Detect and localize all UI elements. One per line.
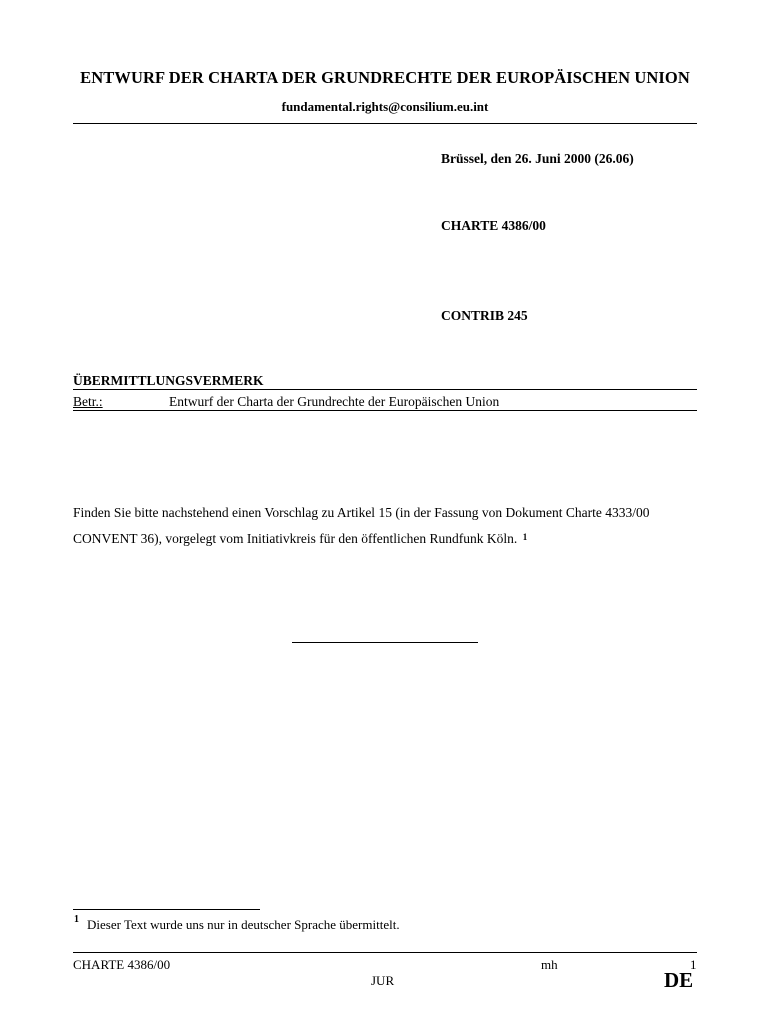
footer-department: JUR [371, 973, 395, 988]
contrib-reference: CONTRIB 245 [441, 308, 528, 323]
subject-divider [73, 410, 697, 411]
language-code: DE [664, 968, 694, 992]
footer-initials: mh [541, 957, 558, 972]
charte-reference: CHARTE 4386/00 [441, 218, 546, 233]
footnote-reference: 1 [522, 532, 528, 542]
header-divider [73, 123, 697, 124]
heading-divider [73, 389, 697, 390]
body-paragraph [73, 500, 698, 552]
date-line: Brüssel, den 26. Juni 2000 (26.06) [441, 151, 634, 166]
transmittal-heading: ÜBERMITTLUNGSVERMERK [73, 373, 264, 388]
document-title: ENTWURF DER CHARTA DER GRUNDRECHTE DER EUROPÄISCHEN UNION [80, 68, 690, 87]
body-paragraph-text: Finden Sie bitte nachstehend einen Vorschlag zu Artikel 15 (in der Fassung von Dokument Charte 4333/00 CONVENT 36), vorgelegt vom Initiativkreis für den öffentlichen Rundfunk Köln. [73, 505, 650, 546]
footer-doc-reference: CHARTE 4386/00 [73, 957, 171, 972]
contact-email: fundamental.rights@consilium.eu.int [281, 99, 489, 114]
footnote-marker: 1 [74, 914, 79, 925]
footnote-separator [73, 909, 260, 910]
footnote-text: Dieser Text wurde uns nur in deutscher Sprache übermittelt. [87, 917, 400, 932]
end-separator [292, 642, 478, 643]
subject-text: Entwurf der Charta der Grundrechte der Europäischen Union [169, 394, 500, 409]
page-number: 1 [690, 957, 697, 972]
footer-divider [73, 952, 697, 953]
subject-label: Betr.: [73, 394, 103, 409]
